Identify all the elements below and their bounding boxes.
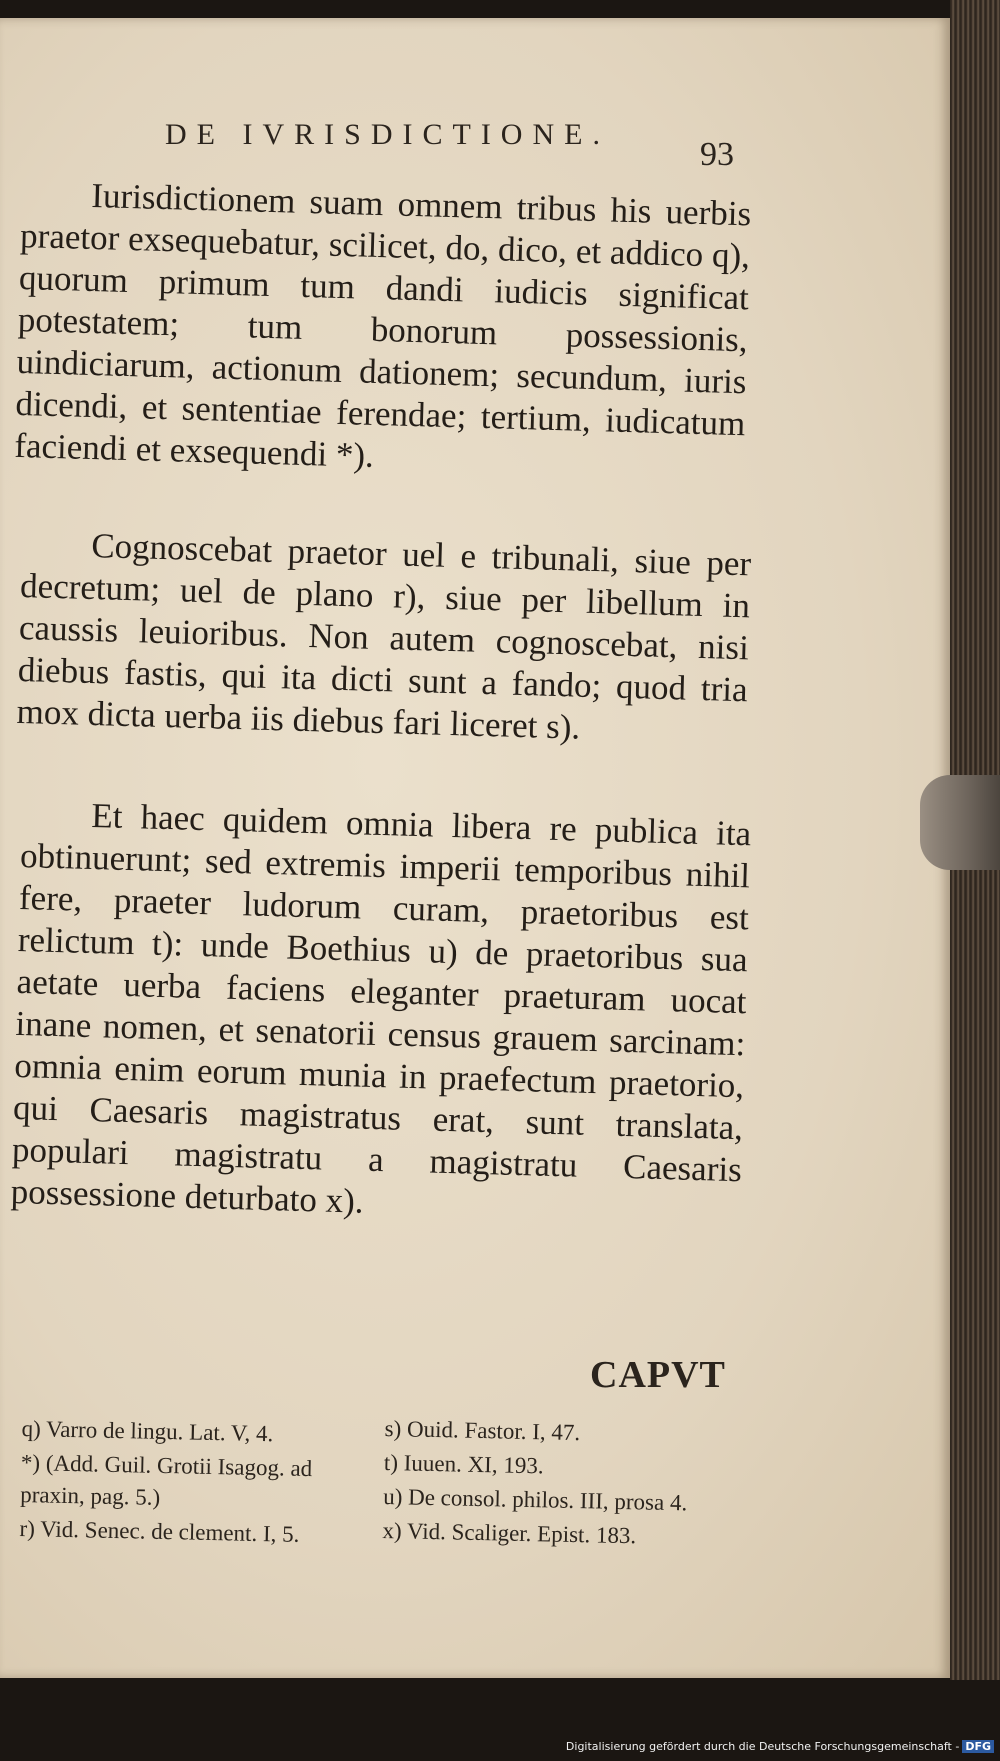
footnote: t) Iuuen. XI, 193. [383,1449,544,1479]
paragraph-text: Et haec quidem omnia libera re publica ita obtinuerunt; sed extremis imperii temporibus nihil fere, praeter ludorum curam, praetoribus est relictum t): unde Boethius u) de praetoribus sua aetate uerba faciens eleganter praeturam uocat inane nomen, et senatorii census grauem sarcinam: omnia enim eorum munia in praefectum praetorio, qui Caesaris magistratus erat, sunt translata, populari magistratu a magistratu Caesaris possessione deturbato x). [10,795,752,1221]
page-number: 93 [700,136,734,173]
paragraph-text: Iurisdictionem suam omnem tribus his uerbis praetor exsequebatur, scilicet, do, dico, et addico q), quorum primum tum dandi iudicis significat potestatem; tum bonorum possessionis, uindiciarum, actionum dationem; secundum, iuris dicendi, et sententiae ferendae; tertium, iudicatum faciendi et exsequendi *). [13,175,752,475]
footnote: u) De consol. philos. III, prosa 4. [382,1483,688,1516]
digitization-credit [566,1740,994,1753]
footnote: s) Ouid. Fastor. I, 47. [384,1415,581,1446]
credit-text: Digitalisierung gefördert durch die Deutsche Forschungsgemeinschaft - [565,1740,960,1753]
footnote: q) Varro de lingu. Lat. V, 4. [21,1415,274,1447]
running-head: DE IVRISDICTIONE. [165,118,610,151]
footnote: r) Vid. Senec. de clement. I, 5. [19,1515,300,1547]
catchword: CAPVT [590,1354,726,1396]
book-page [0,18,950,1678]
paragraph-1 [14,173,752,487]
footnotes-right [382,1413,745,1557]
footnote: x) Vid. Scaliger. Epist. 183. [382,1517,637,1549]
page-clip [920,775,1000,870]
footnote: *) (Add. Guil. Grotii Isagog. ad praxin, pag. 5.) [20,1449,313,1510]
dfg-logo: DFG [962,1740,994,1753]
paragraph-2 [16,523,752,753]
paragraph-text: Cognoscebat praetor uel e tribunali, siue per decretum; uel de plano r), siue per libellum in caussis leuioribus. Non autem cognoscebat, nisi diebus fastis, qui ita dicti sunt a fando; quod tria mox dicta uerba iis diebus fari liceret s). [16,525,752,747]
paragraph-3 [10,793,751,1233]
footnotes-left [19,1413,362,1554]
